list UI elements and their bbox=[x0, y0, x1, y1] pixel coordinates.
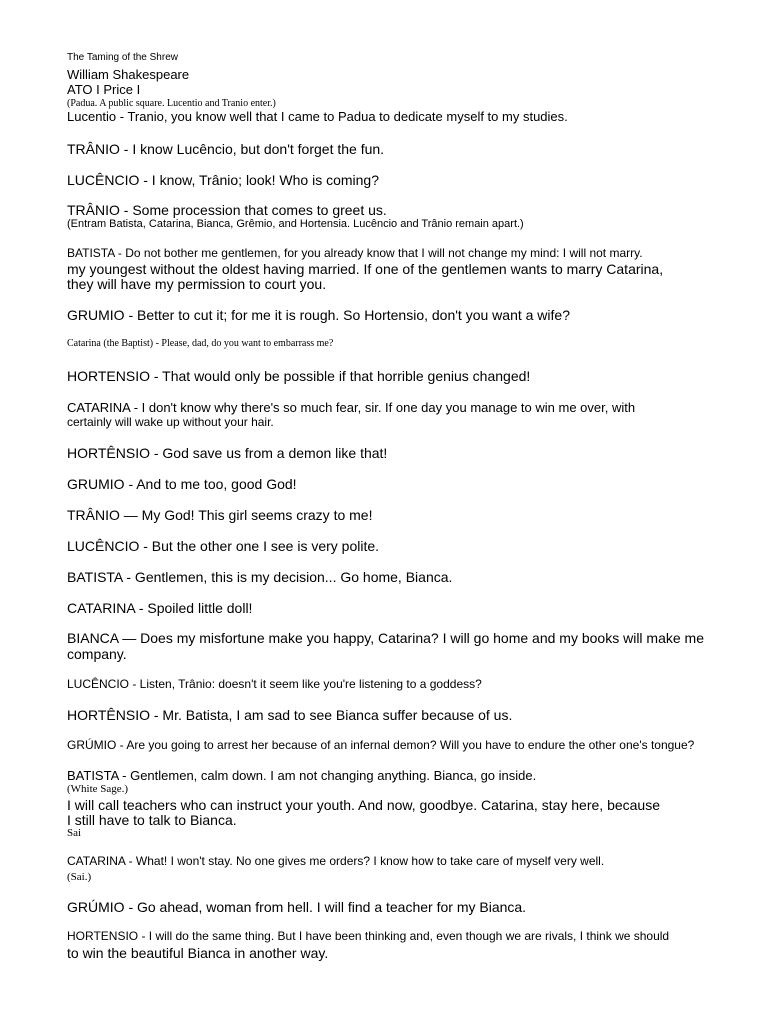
act-heading: ATO I Price I bbox=[67, 82, 141, 97]
dialogue-line: I still have to talk to Bianca. bbox=[67, 812, 237, 828]
dialogue-line: BATISTA - Gentlemen, calm down. I am not changing anything. Bianca, go inside. bbox=[67, 768, 537, 783]
dialogue-line: certainly will wake up without your hair. bbox=[67, 415, 274, 429]
dialogue-line: CATARINA - What! I won't stay. No one gives me orders? I know how to take care of myself very well. bbox=[67, 854, 605, 868]
dialogue-line: GRÚMIO - Go ahead, woman from hell. I will find a teacher for my Bianca. bbox=[67, 899, 527, 915]
dialogue-line: HORTÊNSIO - God save us from a demon like that! bbox=[67, 445, 388, 461]
dialogue-line: LUCÊNCIO - But the other one I see is very polite. bbox=[67, 538, 380, 554]
stage-direction: (Entram Batista, Catarina, Bianca, Grêmio, and Hortensia. Lucêncio and Trânio remain apart.) bbox=[67, 218, 524, 230]
dialogue-line: CATARINA - Spoiled little doll! bbox=[67, 600, 253, 616]
dialogue-line: BATISTA - Gentlemen, this is my decision... Go home, Bianca. bbox=[67, 569, 453, 585]
dialogue-line: TRÂNIO — My God! This girl seems crazy to me! bbox=[67, 507, 373, 523]
dialogue-line: they will have my permission to court you. bbox=[67, 276, 327, 292]
dialogue-line: GRUMIO - And to me too, good God! bbox=[67, 476, 297, 492]
stage-direction: (Padua. A public square. Lucentio and Tranio enter.) bbox=[67, 98, 276, 109]
dialogue-line: Catarina (the Baptist) - Please, dad, do you want to embarrass me? bbox=[67, 338, 334, 349]
dialogue-line: HORTENSIO - That would only be possible if that horrible genius changed! bbox=[67, 368, 531, 384]
dialogue-line: BIANCA — Does my misfortune make you happy, Catarina? I will go home and my books will make me bbox=[67, 630, 704, 646]
dialogue-line: CATARINA - I don't know why there's so much fear, sir. If one day you manage to win me over, with bbox=[67, 400, 636, 415]
dialogue-line: HORTENSIO - I will do the same thing. But I have been thinking and, even though we are rivals, I think we should bbox=[67, 929, 670, 943]
dialogue-line: company. bbox=[67, 646, 127, 662]
author-name: William Shakespeare bbox=[67, 67, 190, 82]
dialogue-line: GRÚMIO - Are you going to arrest her because of an infernal demon? Will you have to endure the other one's tongue? bbox=[67, 738, 695, 752]
dialogue-line: Lucentio - Tranio, you know well that I came to Padua to dedicate myself to my studies. bbox=[67, 109, 568, 124]
dialogue-line: TRÂNIO - Some procession that comes to greet us. bbox=[67, 202, 387, 218]
dialogue-line: to win the beautiful Bianca in another way. bbox=[67, 945, 329, 961]
dialogue-line: TRÂNIO - I know Lucêncio, but don't forget the fun. bbox=[67, 141, 385, 157]
dialogue-line: LUCÊNCIO - I know, Trânio; look! Who is coming? bbox=[67, 172, 379, 188]
dialogue-line: GRUMIO - Better to cut it; for me it is rough. So Hortensio, don't you want a wife? bbox=[67, 307, 570, 323]
stage-direction: (Sai.) bbox=[67, 871, 92, 883]
dialogue-line: my youngest without the oldest having married. If one of the gentlemen wants to marry Catarina, bbox=[67, 261, 664, 277]
stage-direction: Sai bbox=[67, 827, 82, 839]
dialogue-line: HORTÊNSIO - Mr. Batista, I am sad to see Bianca suffer because of us. bbox=[67, 707, 513, 723]
dialogue-line: I will call teachers who can instruct your youth. And now, goodbye. Catarina, stay here, because bbox=[67, 797, 660, 813]
document-title: The Taming of the Shrew bbox=[67, 52, 178, 63]
stage-direction: (White Sage.) bbox=[67, 783, 129, 795]
dialogue-line: BATISTA - Do not bother me gentlemen, for you already know that I will not change my mind: I will not marry. bbox=[67, 246, 643, 260]
dialogue-line: LUCÊNCIO - Listen, Trânio: doesn't it seem like you're listening to a goddess? bbox=[67, 677, 482, 691]
